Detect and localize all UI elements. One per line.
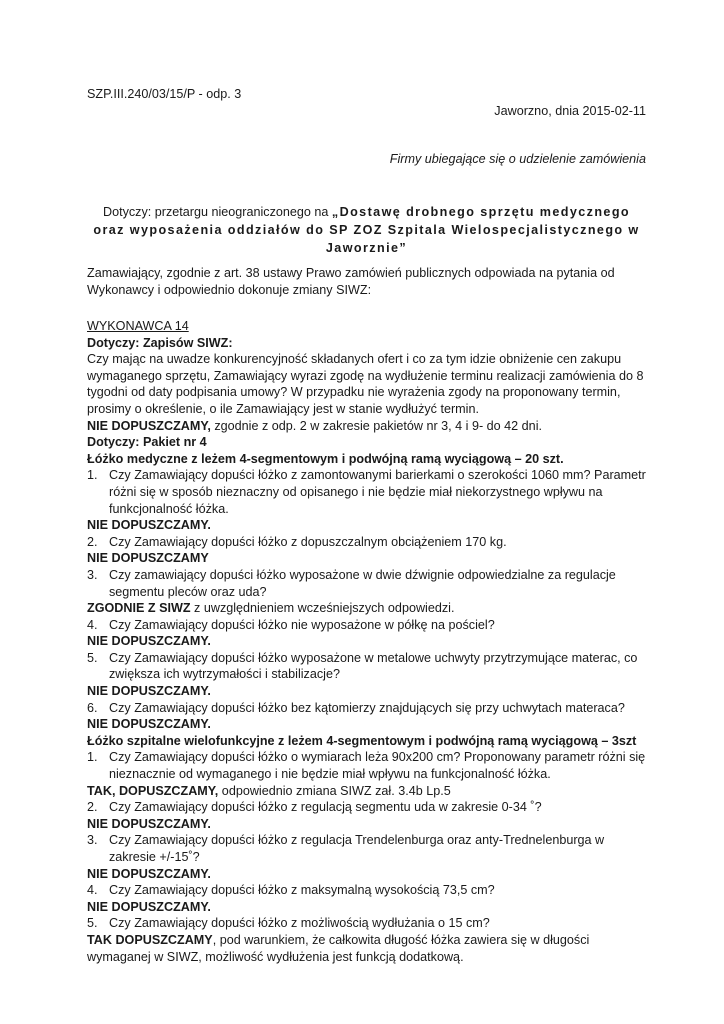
question-number: 4.: [87, 883, 98, 898]
group-heading: Łóżko medyczne z leżem 4-segmentowym i podwójną ramą wyciągową – 20 szt.: [87, 451, 564, 466]
answer: [87, 716, 647, 733]
intro-paragraph: Zamawiający, zgodnie z art. 38 ustawy Prawo zamówień publicznych odpowiada na pytania od Wykonawcy i odpowiednio dokonuje zmiany SIWZ:: [87, 266, 615, 297]
subject-title: „Dostawę drobnego sprzętu medycznego oraz wyposażenia oddziałów do SP ZOZ Szpitala Wielospecjalistycznego w Jaworznie”: [93, 205, 640, 255]
addressee: Firmy ubiegające się o udzielenie zamówienia: [389, 152, 646, 166]
question-item: [87, 915, 647, 932]
question-item: [87, 700, 647, 717]
question-number: 3.: [87, 567, 98, 582]
question-text: Czy Zamawiający dopuści łóżko z maksymalną wysokością 73,5 cm?: [109, 883, 495, 898]
question-text: Czy zamawiający dopuści łóżko wyposażone w dwie dźwignie odpowiedzialne za regulacje segmentu pleców oraz uda?: [109, 567, 616, 599]
question-number: 4.: [87, 617, 98, 632]
subject-prefix: Dotyczy: przetargu nieograniczonego na: [102, 205, 332, 219]
question-item: [87, 617, 647, 634]
group-heading: Łóżko szpitalne wielofunkcyjne z leżem 4-segmentowym i podwójną ramą wyciągową – 3szt: [87, 733, 637, 748]
answer: [87, 633, 647, 650]
answer-verdict: NIE DOPUSZCZAMY.: [87, 518, 211, 533]
answer-verdict: NIE DOPUSZCZAMY,: [87, 418, 211, 433]
question-text: Czy mając na uwadze konkurencyjność składanych ofert i co za tym idzie obniżenie cen zakupu wymaganego sprzętu, Zamawiający wyrazi zgodę na wydłużenie terminu realizacji zamówienia do 8 tygodni od daty podpisania umowy? W przypadku nie wyrażenia zgody na proponowany termin, prosimy o określenie, o ile Zamawiający jest w stanie wydłużyć termin.: [87, 352, 644, 416]
answers-body: [87, 318, 647, 965]
answer-detail: , pod warunkiem, że całkowita długość łóżka zawiera się w długości wymaganej w SIWZ, możliwość wydłużenia jest funkcją dodatkową.: [87, 932, 590, 964]
answer-detail: odpowiednio zmiana SIWZ zał. 3.4b Lp.5: [218, 783, 451, 798]
question-text: Czy Zamawiający dopuści łóżko z zamontowanymi barierkami o szerokości 1060 mm? Parametr różni się w sposób nieznaczny od opisanego i nie będzie miał niekorzystnego wpływu na funkcjonalność łóżka.: [109, 468, 646, 516]
section-heading: Dotyczy: Zapisów SIWZ:: [87, 335, 233, 350]
answer-verdict: NIE DOPUSZCZAMY.: [87, 816, 211, 831]
question-item: [87, 650, 647, 683]
subject-block: [87, 203, 646, 257]
answer-verdict: NIE DOPUSZCZAMY.: [87, 634, 211, 649]
answer-verdict: NIE DOPUSZCZAMY.: [87, 717, 211, 732]
answer: [87, 899, 647, 916]
question-item: [87, 799, 647, 816]
question-list: [87, 749, 647, 965]
question-number: 5.: [87, 916, 98, 931]
question-text: Czy Zamawiający dopuści łóżko z regulacją segmentu uda w zakresie 0-34 ˚?: [109, 800, 542, 815]
question-number: 3.: [87, 833, 98, 848]
reference-number: SZP.III.240/03/15/P - odp. 3: [87, 87, 242, 101]
question-number: 6.: [87, 700, 98, 715]
answer-verdict: NIE DOPUSZCZAMY: [87, 551, 209, 566]
answer: [87, 600, 647, 617]
answer-verdict: ZGODNIE Z SIWZ: [87, 601, 191, 616]
question-item: [87, 534, 647, 551]
question-text: Czy Zamawiający dopuści łóżko o wymiarach leża 90x200 cm? Proponowany parametr różni się nieznacznie od wymaganego i nie będzie miał wpływu na funkcjonalność łóżka.: [109, 750, 646, 782]
contractor-heading: WYKONAWCA 14: [87, 319, 189, 333]
answer: [87, 418, 647, 435]
question-number: 5.: [87, 650, 98, 665]
question-item: [87, 882, 647, 899]
question-number: 1.: [87, 468, 98, 483]
question-list: [87, 467, 647, 733]
answer: [87, 816, 647, 833]
question-item: [87, 567, 647, 600]
answer-verdict: NIE DOPUSZCZAMY.: [87, 866, 211, 881]
answer-verdict: NIE DOPUSZCZAMY.: [87, 684, 211, 699]
answer: [87, 866, 647, 883]
question-text: Czy Zamawiający dopuści łóżko nie wyposażone w półkę na pościel?: [109, 617, 495, 632]
question-text: Czy Zamawiający dopuści łóżko bez kątomierzy znajdujących się przy uchwytach materaca?: [109, 700, 625, 715]
question-text: Czy Zamawiający dopuści łóżko z dopuszczalnym obciążeniem 170 kg.: [109, 534, 507, 549]
question-text: Czy Zamawiający dopuści łóżko z regulacja Trendelenburga oraz anty-Trednelenburga w zakresie +/-15˚?: [109, 833, 605, 864]
answer-verdict: NIE DOPUSZCZAMY.: [87, 899, 211, 914]
question-number: 2.: [87, 534, 98, 549]
answer: [87, 517, 647, 534]
answer: [87, 932, 647, 965]
answer-detail: z uwzględnieniem wcześniejszych odpowiedzi.: [190, 601, 455, 616]
document-date: Jaworzno, dnia 2015-02-11: [494, 104, 646, 118]
answer: [87, 683, 647, 700]
question-item: [87, 467, 647, 517]
package-heading: Dotyczy: Pakiet nr 4: [87, 435, 207, 450]
answer-verdict: TAK DOPUSZCZAMY: [87, 932, 213, 947]
question-item: [87, 749, 647, 782]
answer: [87, 783, 647, 800]
question-item: [87, 832, 647, 865]
question-number: 2.: [87, 800, 98, 815]
answer: [87, 550, 647, 567]
answer-detail: zgodnie z odp. 2 w zakresie pakietów nr 3, 4 i 9- do 42 dni.: [210, 418, 542, 433]
question-text: Czy Zamawiający dopuści łóżko wyposażone w metalowe uchwyty przytrzymujące materac, co zwiększa ich wytrzymałości i stabilizacje?: [109, 650, 638, 682]
answer-verdict: TAK, DOPUSZCZAMY,: [87, 783, 219, 798]
question-text: Czy Zamawiający dopuści łóżko z możliwością wydłużania o 15 cm?: [109, 916, 490, 931]
question-number: 1.: [87, 750, 98, 765]
